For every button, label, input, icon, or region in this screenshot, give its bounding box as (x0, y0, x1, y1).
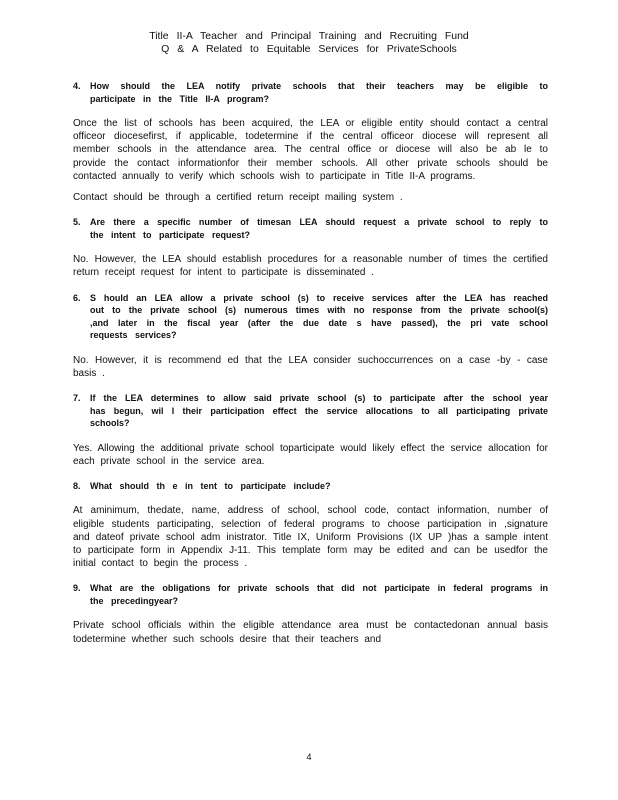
question-text: Are there a specific number of timesan LEA should request a private school to reply to the intent to participate request? (90, 217, 548, 240)
qa-item-9 (73, 582, 548, 645)
answer-paragraph: Once the list of schools has been acquired, the LEA or eligible entity should contact a central officeor diocesefirst, if applicable, todetermine if the central officeor diocese will represent all member schools in the attendance area. The central office or diocese will also be ab le to provide the contact informationfor their member schools. All other private schools should be contacted annually to verify which schools wish to participate in Title II-A programs. (73, 118, 548, 182)
question-number: 9. (73, 583, 81, 594)
answer-paragraph: Private school officials within the eligible attendance area must be contactedonan annual basis todetermine whether such schools desire that their teachers and (73, 620, 548, 645)
question-number: 8. (73, 480, 81, 491)
qa-content (73, 80, 548, 646)
qa-item-6 (73, 292, 548, 380)
question (73, 216, 548, 241)
header-title-line-1: Title II-A Teacher and Principal Training and Recruiting Fund (149, 30, 469, 42)
question-number: 7. (73, 393, 81, 404)
question-number: 4. (73, 81, 81, 91)
question-text: S hould an LEA allow a private school (s) to receive services after the LEA has reached out to the private school (s) numerous times with no response from the private school(s) ,and later in the fiscal year (after the due date s have passed), the pri vate school requests services? (90, 292, 548, 341)
question-text: What should th e in tent to participate include? (90, 480, 331, 491)
question (73, 80, 548, 105)
question-text: If the LEA determines to allow said private school (s) to participate after the school year has begun, wil l their participation effect the service allocations to all participating private schools? (90, 393, 548, 429)
qa-item-4 (73, 80, 548, 204)
qa-item-7 (73, 392, 548, 468)
answer-paragraph: Yes. Allowing the additional private school toparticipate would likely effect the service allocation for each private school in the service area. (73, 442, 548, 467)
page-header (0, 30, 618, 56)
answer-paragraph: Contact should be through a certified return receipt mailing system . (73, 192, 403, 204)
qa-item-8 (73, 480, 548, 571)
qa-item-5 (73, 216, 548, 279)
answer-paragraph: No. However, it is recommend ed that the LEA consider suchoccurrences on a case -by - case basis . (73, 354, 548, 379)
header-title-line-2: Q & A Related to Equitable Services for PrivateSchools (161, 43, 457, 55)
question (73, 392, 548, 430)
question-text: How should the LEA notify private schools that their teachers may be eligible to participate in the Title II-A program? (90, 81, 548, 104)
question-text: What are the obligations for private schools that did not participate in federal programs in the precedingyear? (90, 583, 548, 606)
question (73, 480, 548, 493)
question (73, 582, 548, 607)
page-number: 4 (306, 752, 312, 762)
question-number: 6. (73, 292, 81, 303)
answer-paragraph: No. However, the LEA should establish procedures for a reasonable number of times the certified return receipt request for intent to participate is disseminated . (73, 254, 548, 279)
question (73, 292, 548, 342)
question-number: 5. (73, 217, 81, 228)
answer-paragraph: At aminimum, thedate, name, address of school, school code, contact information, number of eligible students participating, selection of federal programs to choose participation in ,signature and dateof private school adm inistrator. Title IX, Uniform Provisions (IX UP )has a sample intent to participate form in Appendix J-11. This template form may be edited and can be usedfor the initial contact to begin the process . (73, 505, 548, 570)
